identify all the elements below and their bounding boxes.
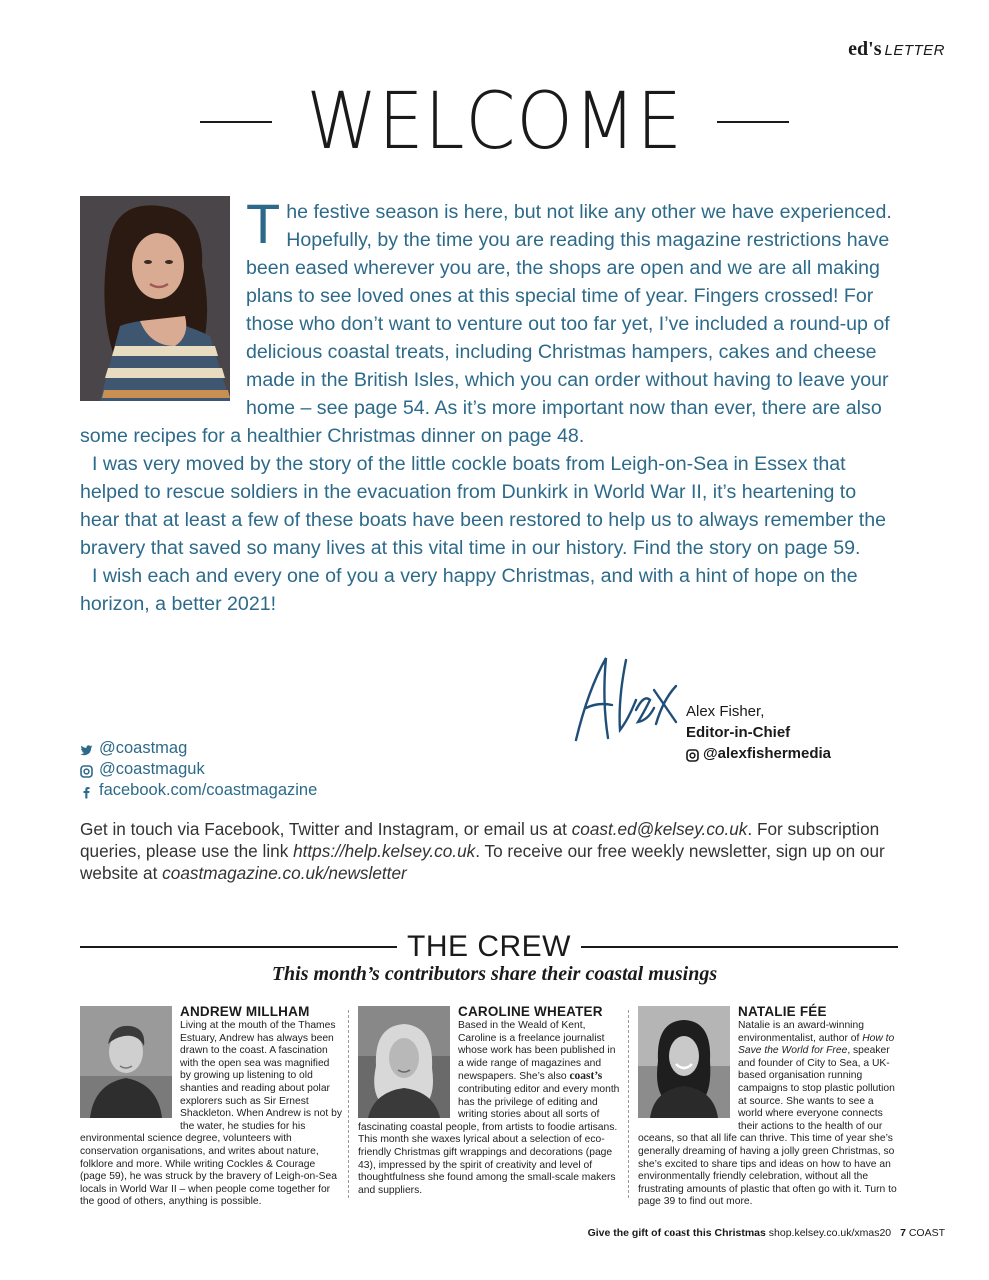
contributor-photo-andrew [80, 1006, 172, 1118]
footer-shop-link[interactable]: shop.kelsey.co.uk/xmas20 [768, 1227, 892, 1239]
facebook-link[interactable] [80, 780, 317, 801]
section-tag [848, 38, 945, 61]
contact-text-1: Get in touch via Facebook, Twitter and Instagram, or email us at [80, 819, 572, 839]
newsletter-link[interactable]: coastmagazine.co.uk/newsletter [162, 863, 407, 883]
editor-role: Editor-in-Chief [686, 724, 791, 741]
contributor-bio-caroline-b: contributing editor and every month has the privilege of editing and writing stories about all sorts of fascinating coastal people, from artists to foodie artisans. This month she waxes lyrical about a selection of eco-friendly Christmas gift wrappings and decorations (page 43), impressed by the spirit of creativity and level of thoughtfulness she found among the small-scale makers and suppliers. [358, 1083, 620, 1196]
editor-signature [568, 650, 683, 745]
dropcap: T [246, 192, 281, 255]
title-rule-left [200, 121, 272, 123]
contact-text-3: . To receive our free weekly newsletter, sign up on our website at [80, 841, 885, 883]
crew-heading [80, 930, 898, 964]
editor-instagram[interactable] [686, 743, 831, 764]
coast-brand: coast’s [569, 1070, 603, 1083]
instagram-link[interactable] [80, 759, 317, 780]
footer-brand: coast [663, 1225, 690, 1239]
contributor-photo-natalie [638, 1006, 730, 1118]
contact-info [80, 818, 910, 884]
twitter-handle: @coastmag [99, 739, 188, 757]
footer-rest: this Christmas [692, 1227, 766, 1239]
page-footer [588, 1225, 945, 1240]
twitter-link[interactable] [80, 738, 317, 759]
editor-letter [80, 192, 900, 618]
instagram-icon [80, 763, 93, 776]
contributor-natalie [638, 1004, 900, 1209]
title-row [0, 77, 989, 167]
letter-paragraph-2: I was very moved by the story of the little cockle boats from Leigh-on-Sea in Essex that helped to rescue soldiers in the evacuation from Dunkirk in World War II, it’s heartening to hear that at least a few of these boats have been restored to help us to always remember the bravery that saved so many lives at this vital time in our history. Find the story on page 59. [80, 453, 886, 559]
facebook-icon [80, 784, 93, 797]
letter-paragraph-3: I wish each and every one of you a very happy Christmas, and with a hint of hope on the horizon, a better 2021! [80, 565, 858, 615]
editor-name: Alex Fisher, [686, 703, 765, 720]
footer-magazine: COAST [908, 1227, 945, 1239]
letter-paragraph-1-text: he festive season is here, but not like any other we have experienced. Hopefully, by the time you are reading this magazine restrictions have been eased wherever you are, the shops are open and we are all making plans to see loved ones at this special time of year. Fingers crossed! For those who don’t want to venture out too far yet, I’ve included a round-up of delicious coastal treats, including Christmas hampers, cakes and cheese made in the British Isles, which you can order without having to leave your home – see page 54. As it’s more important now than ever, there are also some recipes for a healthier Christmas dinner on page 48. [80, 201, 892, 447]
facebook-url: facebook.com/coastmagazine [99, 781, 318, 799]
footer-give: Give the gift of [587, 1227, 662, 1239]
book-title: How to Save the World for Free [738, 1032, 895, 1057]
contributor-bio-natalie-a: Natalie is an award-winning environmentalist, author of [738, 1020, 864, 1044]
contributor-bio-andrew: Living at the mouth of the Thames Estuary, Andrew has always been drawn to the coast. A fascination with the open sea was magnified by growing up listening to old shanties and reading about polar explorers such as Sir Ernest Shackleton. When Andrew is not by the water, he studies for his environmental science degree, volunteers with conservation organisations, and writes about nature, folklore and more. While writing Cockles & Courage (page 59), he was struck by the bravery of Leigh-on-Sea locals in World War II – when people come together for the good of others, anything is possible. [80, 1020, 342, 1208]
crew-subtitle: This month’s contributors share their coastal musings [271, 963, 718, 985]
contributor-andrew [80, 1004, 342, 1209]
contact-text-2: . For subscription queries, please use the link [80, 819, 880, 861]
contributor-name-natalie: NATALIE FÉE [738, 1004, 827, 1019]
help-link[interactable]: https://help.kelsey.co.uk [293, 841, 476, 861]
title-rule-right [717, 121, 789, 123]
contributor-bio-caroline-a: Based in the Weald of Kent, Caroline is a freelance journalist whose work has been published in a wide range of magazines and newspapers. She’s also [458, 1020, 616, 1083]
section-tag-letter: LETTER [884, 42, 945, 59]
editor-signoff [686, 701, 831, 764]
page-number: 7 [900, 1227, 906, 1239]
editor-instagram-handle: @alexfishermedia [703, 745, 832, 762]
contributor-caroline [358, 1004, 620, 1197]
instagram-handle: @coastmaguk [99, 760, 205, 778]
contributor-name-andrew: ANDREW MILLHAM [180, 1004, 310, 1019]
crew-divider-2 [628, 1010, 629, 1198]
page-title: WELCOME [306, 77, 683, 167]
social-links [80, 738, 317, 801]
contributor-bio-natalie-b: , speaker and founder of City to Sea, a UK-based organisation running campaigns to stop plastic pollution at source. She wants to see a world where everyone connects their actions to the health of our oceans, so that all life can thrive. This time of year she’s generally dreaming of having a jolly green Christmas, so she’s excited to share tips and ideas on how to have an environmentally friendly celebration, without all the frustrating amounts of plastic that often go with it. Turn to page 39 to find out more. [638, 1045, 897, 1208]
contact-email-link[interactable]: coast.ed@kelsey.co.uk [571, 819, 748, 839]
photo-spacer [80, 198, 246, 422]
crew-divider-1 [348, 1010, 349, 1198]
crew-title: THE CREW [407, 930, 571, 963]
twitter-icon [80, 742, 93, 755]
contributor-name-caroline: CAROLINE WHEATER [458, 1004, 603, 1019]
contributor-photo-caroline [358, 1006, 450, 1118]
instagram-icon [686, 747, 699, 760]
crew-rule-right [581, 946, 898, 948]
crew-rule-left [80, 946, 397, 948]
section-tag-ed: ed's [848, 38, 882, 60]
